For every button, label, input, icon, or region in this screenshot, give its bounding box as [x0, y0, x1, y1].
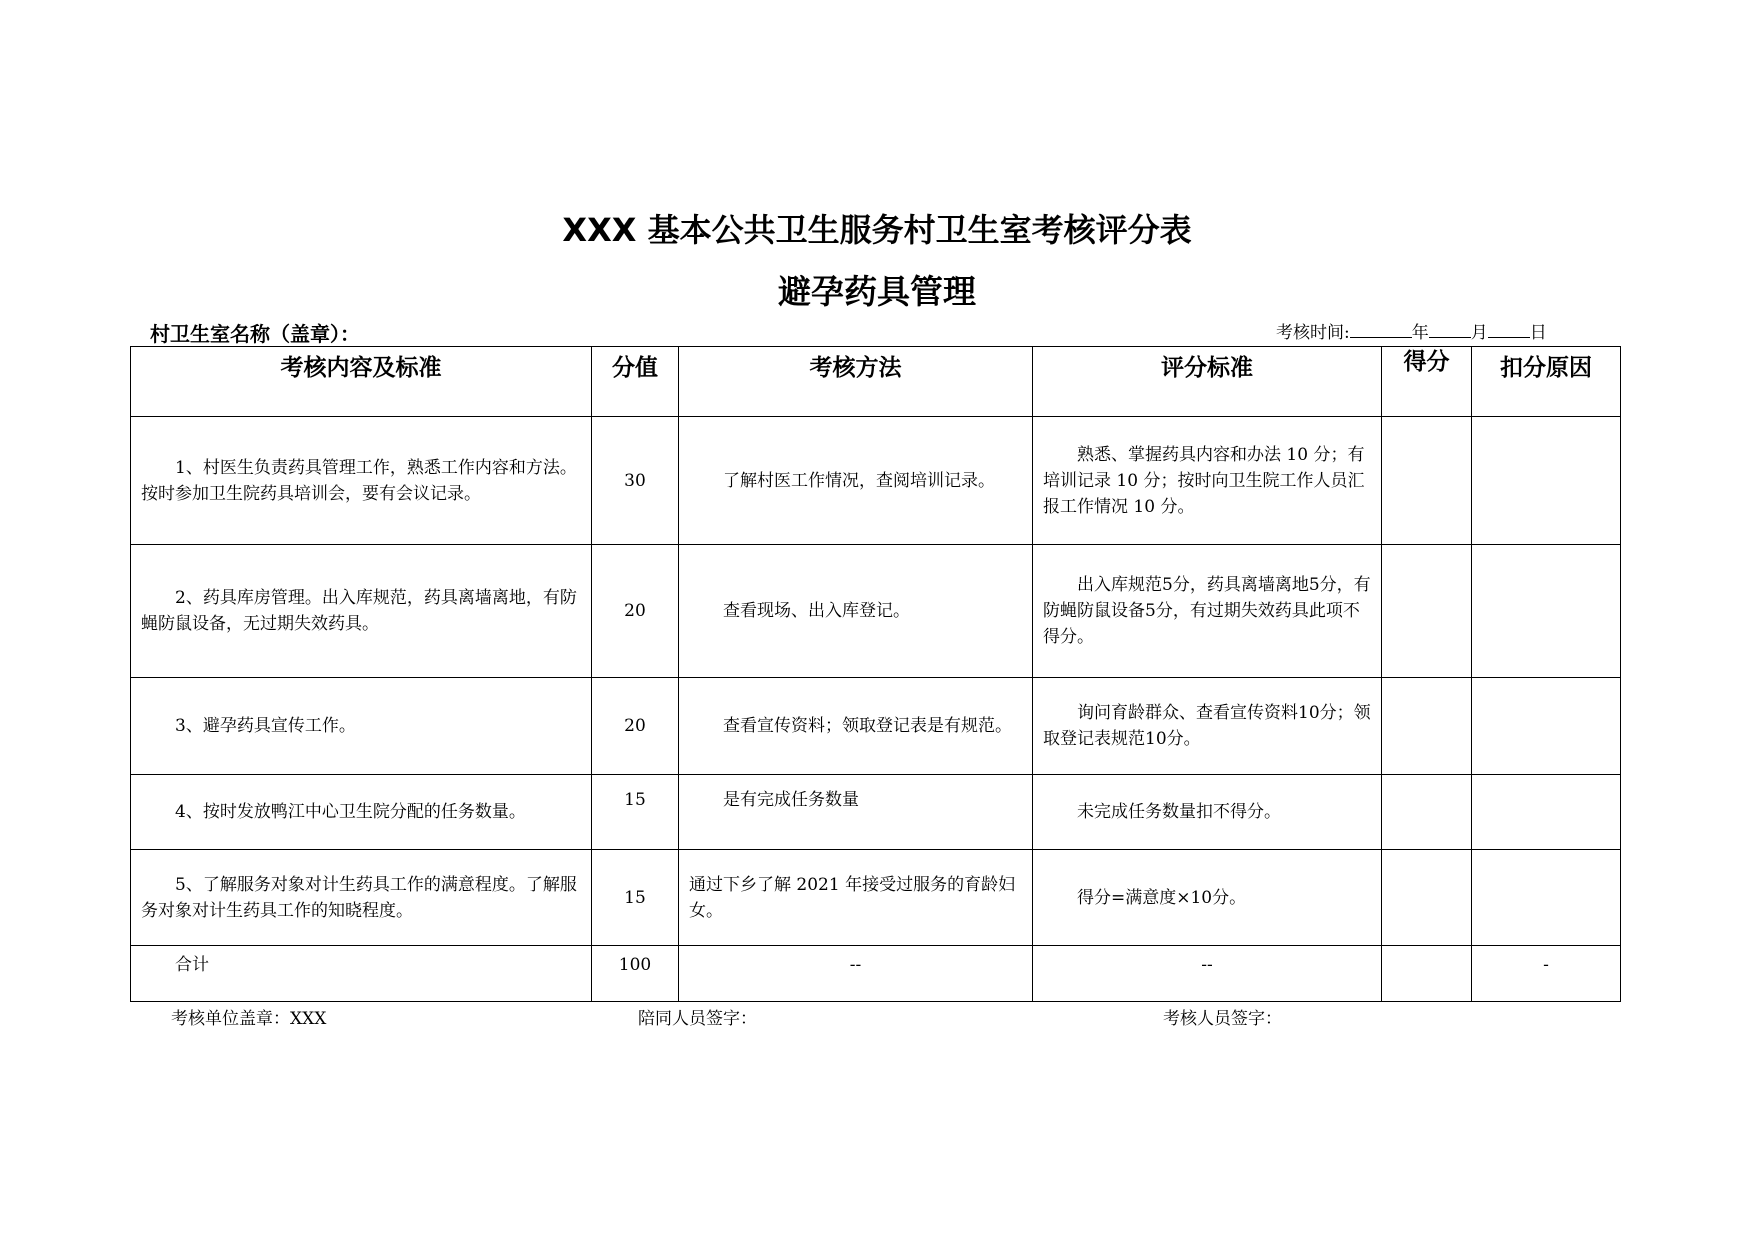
col-header-points: 分值	[592, 347, 679, 417]
row-points: 15	[592, 850, 679, 946]
unit-seal-label: 考核单位盖章：XXX	[171, 1009, 327, 1029]
date-label: 考核时间:	[1276, 323, 1350, 343]
col-header-reason: 扣分原因	[1472, 347, 1621, 417]
row-score[interactable]	[1382, 850, 1472, 946]
header-row	[131, 347, 1621, 417]
assessment-date	[1276, 318, 1547, 343]
date-year: 年	[1411, 323, 1429, 343]
total-criteria: --	[1033, 946, 1382, 1002]
table-row	[131, 545, 1621, 678]
row-criteria: 未完成任务数量扣不得分。	[1033, 775, 1382, 850]
village-name-label: 村卫生室名称（盖章）：	[150, 322, 360, 346]
row-score[interactable]	[1382, 775, 1472, 850]
row-method: 是有完成任务数量	[679, 775, 1033, 850]
row-score[interactable]	[1382, 545, 1472, 678]
row-points: 20	[592, 678, 679, 775]
table-row	[131, 850, 1621, 946]
col-header-content: 考核内容及标准	[131, 347, 592, 417]
row-criteria: 询问育龄群众、查看宣传资料10分；领取登记表规范10分。	[1033, 678, 1382, 775]
total-row	[131, 946, 1621, 1002]
row-score[interactable]	[1382, 417, 1472, 545]
row-criteria: 熟悉、掌握药具内容和办法 10 分；有培训记录 10 分；按时向卫生院工作人员汇报工作情况 10 分。	[1033, 417, 1382, 545]
row-content: 5、了解服务对象对计生药具工作的满意程度。了解服务对象对计生药具工作的知晓程度。	[131, 850, 592, 946]
col-header-criteria: 评分标准	[1033, 347, 1382, 417]
row-reason[interactable]	[1472, 850, 1621, 946]
row-points: 20	[592, 545, 679, 678]
row-method: 通过下乡了解 2021 年接受过服务的育龄妇女。	[679, 850, 1033, 946]
score-table	[130, 346, 1621, 1002]
table-row	[131, 678, 1621, 775]
col-header-score: 得分	[1382, 347, 1472, 417]
row-points: 30	[592, 417, 679, 545]
row-content: 2、药具库房管理。出入库规范，药具离墙离地，有防蝇防鼠设备，无过期失效药具。	[131, 545, 592, 678]
total-points: 100	[592, 946, 679, 1002]
row-method: 查看宣传资料；领取登记表是有规范。	[679, 678, 1033, 775]
row-criteria: 得分=满意度×10分。	[1033, 850, 1382, 946]
row-score[interactable]	[1382, 678, 1472, 775]
table-row	[131, 417, 1621, 545]
document-title: XXX 基本公共卫生服务村卫生室考核评分表	[562, 211, 1192, 249]
date-month: 月	[1470, 323, 1488, 343]
assessor-signature-label: 考核人员签字：	[1163, 1009, 1282, 1029]
row-content: 1、村医生负责药具管理工作，熟悉工作内容和方法。按时参加卫生院药具培训会，要有会议记录。	[131, 417, 592, 545]
total-method: --	[679, 946, 1033, 1002]
table-row	[131, 775, 1621, 850]
col-header-method: 考核方法	[679, 347, 1033, 417]
row-content: 4、按时发放鸭江中心卫生院分配的任务数量。	[131, 775, 592, 850]
total-score[interactable]	[1382, 946, 1472, 1002]
row-reason[interactable]	[1472, 545, 1621, 678]
row-method: 查看现场、出入库登记。	[679, 545, 1033, 678]
row-content: 3、避孕药具宣传工作。	[131, 678, 592, 775]
row-reason[interactable]	[1472, 678, 1621, 775]
total-label: 合计	[131, 946, 592, 1002]
row-points: 15	[592, 775, 679, 850]
row-reason[interactable]	[1472, 417, 1621, 545]
row-criteria: 出入库规范5分，药具离墙离地5分，有防蝇防鼠设备5分，有过期失效药具此项不得分。	[1033, 545, 1382, 678]
row-method: 了解村医工作情况，查阅培训记录。	[679, 417, 1033, 545]
row-reason[interactable]	[1472, 775, 1621, 850]
accompany-signature-label: 陪同人员签字：	[638, 1009, 757, 1029]
document-subtitle: 避孕药具管理	[778, 272, 976, 311]
total-reason: -	[1472, 946, 1621, 1002]
date-day: 日	[1529, 323, 1547, 343]
